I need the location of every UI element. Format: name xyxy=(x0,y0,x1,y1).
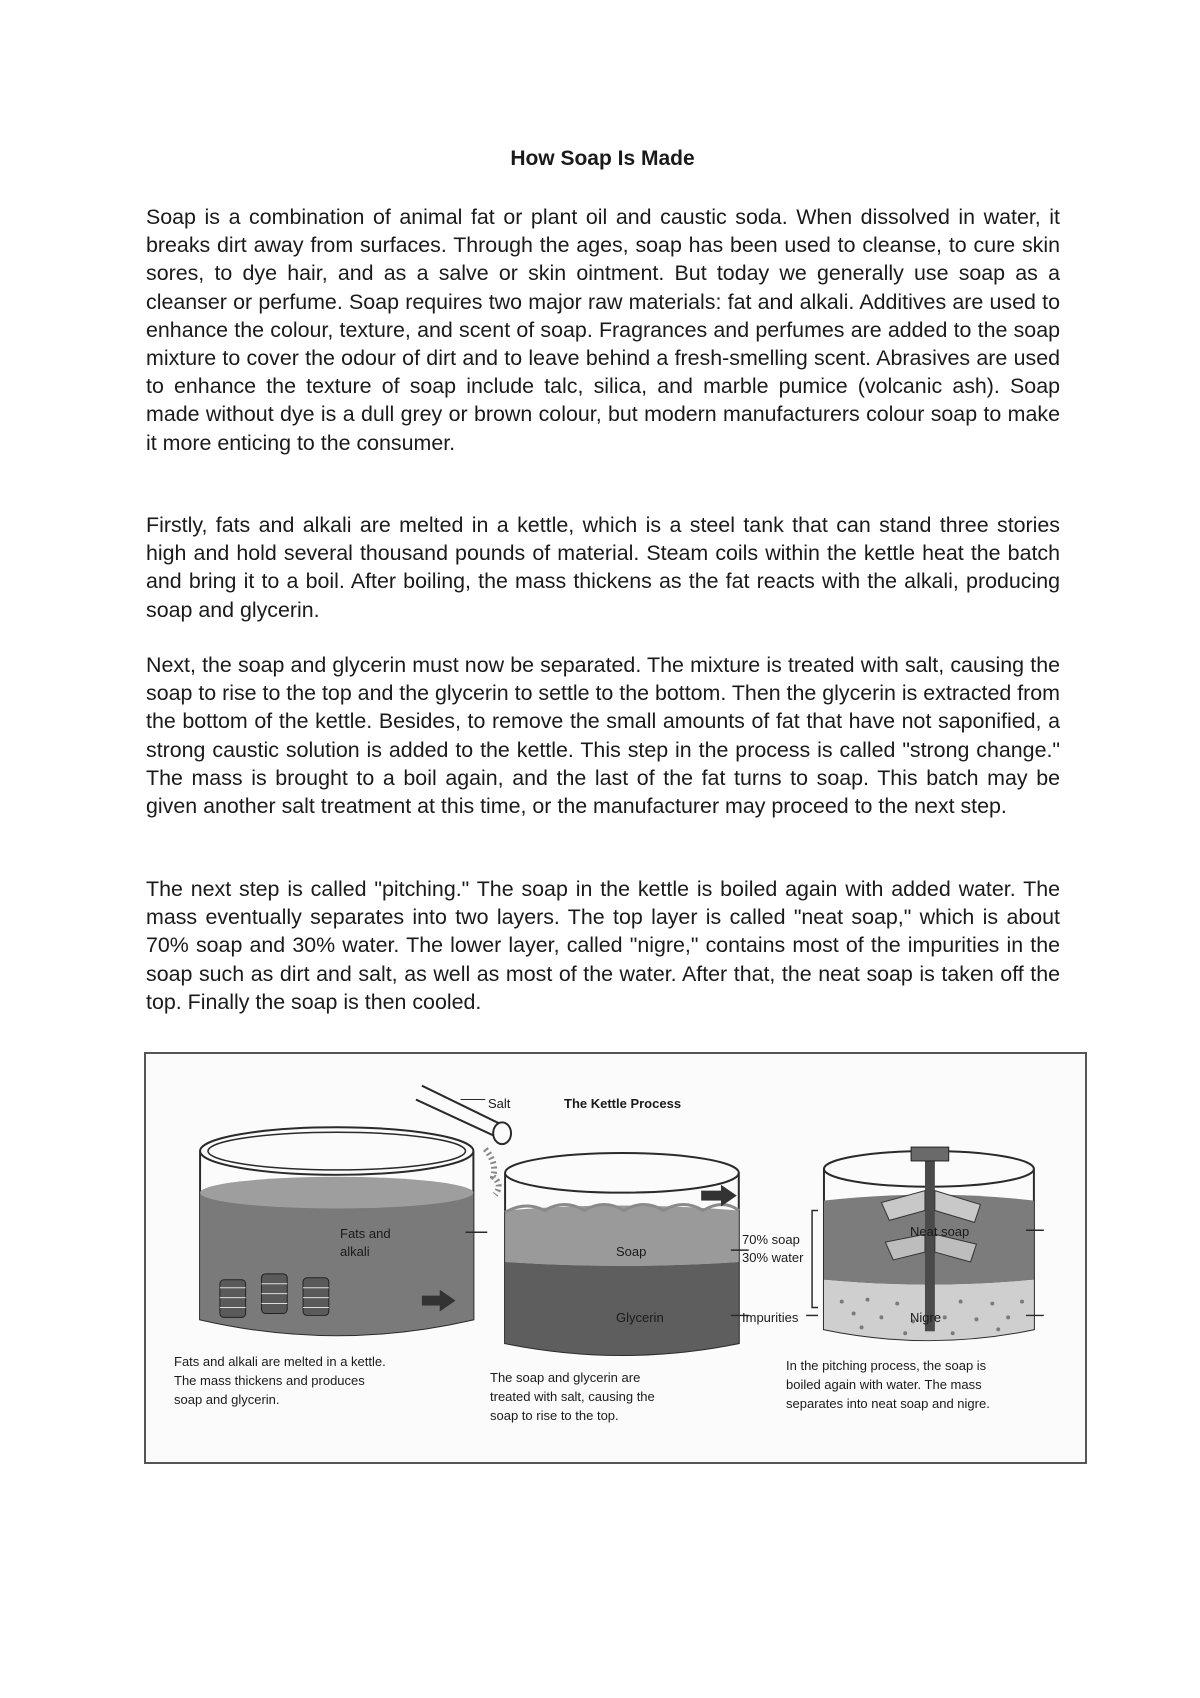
paragraph-intro: Soap is a combination of animal fat or plant oil and caustic soda. When dissolved in water, it breaks dirt away from surfaces. Through the ages, soap has been used to cleanse, to cure skin sores, to dye hair, and as a salve or skin ointment. But today we generally use soap as a cleanser or perfume. Soap requires two major raw materials: fat and alkali. Additives are used to enhance the colour, texture, and scent of soap. Fragrances and perfumes are added to the soap mixture to cover the odour of dirt and to leave behind a fresh-smelling scent. Abrasives are used to enhance the texture of soap include talc, silica, and marble pumice (volcanic ash). Soap made without dye is a dull grey or brown colour, but modern manufacturers colour soap to make it more enticing to the consumer. xyxy=(146,205,1060,455)
kettle-process-figure xyxy=(144,1052,1087,1464)
label-alkali: alkali xyxy=(340,1244,370,1259)
glycerin-layer xyxy=(505,1262,739,1355)
label-fats-and: Fats and xyxy=(340,1226,391,1241)
label-salt: Salt xyxy=(488,1096,511,1111)
caption-step-1: Fats and alkali are melted in a kettle. The mass thickens and produces soap and glycerin. xyxy=(174,1354,386,1407)
caption-step-3: In the pitching process, the soap is boiled again with water. The mass separates into neat soap and nigre. xyxy=(786,1358,990,1411)
label-neat-soap: Neat soap xyxy=(910,1224,970,1239)
label-soap: Soap xyxy=(616,1244,647,1259)
paragraph-melting: Firstly, fats and alkali are melted in a kettle, which is a steel tank that can stand three stories high and hold several thousand pounds of material. Steam coils within the kettle heat the batch and bring it to a boil. After boiling, the mass thickens as the fat reacts with the alkali, producing soap and glycerin. xyxy=(146,513,1060,622)
steam-coils xyxy=(220,1274,329,1318)
paragraph-pitching: The next step is called "pitching." The soap in the kettle is boiled again with added water. The mass eventually separates into two layers. The top layer is called "neat soap," which is about 70% soap and 30% water. The lower layer, called "nigre," contains most of the impurities in the soap such as dirt and salt, as well as most of the water. After that, the neat soap is taken off the top. Finally the soap is then cooled. xyxy=(146,877,1060,1014)
label-30-water: 30% water xyxy=(742,1250,804,1265)
paragraph-separation: Next, the soap and glycerin must now be separated. The mixture is treated with salt, causing the soap to rise to the top and the glycerin to settle to the bottom. Then the glycerin is extracted from the bottom of the kettle. Besides, to remove the small amounts of fat that have not saponified, a strong caustic solution is added to the kettle. This step in the process is called "strong change." The mass is brought to a boil again, and the last of the fat turns to soap. This batch may be given another salt treatment at this time, or the manufacturer may proceed to the next step. xyxy=(146,653,1060,819)
caption-step-2: The soap and glycerin are treated with salt, causing the soap to rise to the top. xyxy=(490,1370,655,1423)
label-impurities: Impurities xyxy=(742,1310,799,1325)
label-nigre: Nigre xyxy=(910,1310,942,1325)
label-glycerin: Glycerin xyxy=(616,1310,664,1325)
label-70-soap: 70% soap xyxy=(742,1232,800,1247)
page-title: How Soap Is Made xyxy=(510,147,695,170)
figure-title: The Kettle Process xyxy=(564,1096,682,1111)
